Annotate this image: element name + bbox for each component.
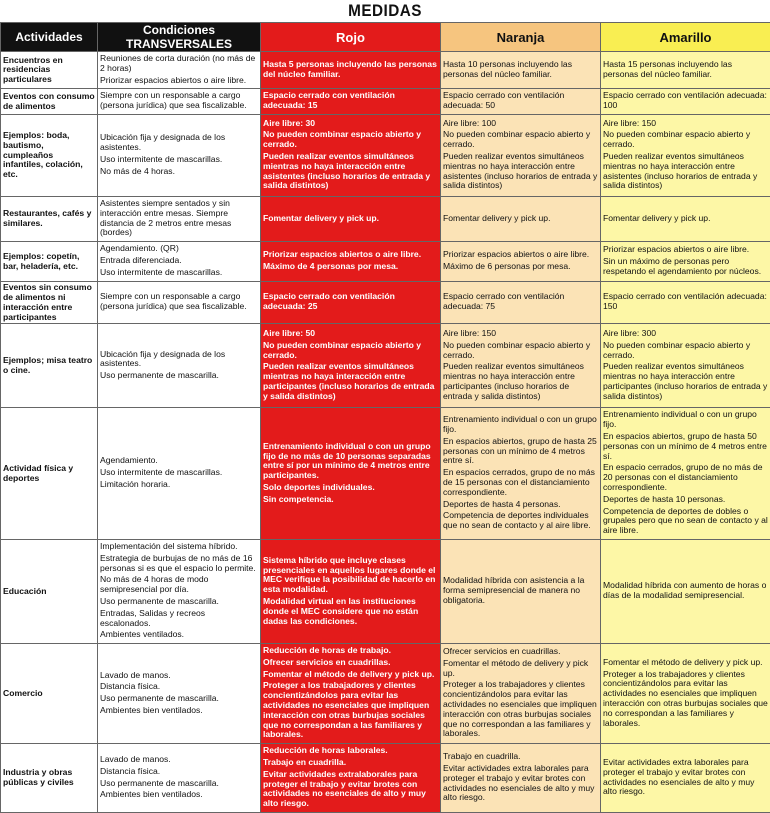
activity-cell: Ejemplos; misa teatro o cine. [1,324,98,408]
cell-line: Fomentar el método de delivery y pick up. [603,658,768,668]
rojo-cell [261,242,441,282]
header-rojo: Rojo [261,23,441,52]
table-row [1,408,770,540]
amarillo-cell [601,324,770,408]
cell-line: Espacio cerrado con ventilación adecuada: 75 [443,292,598,312]
cell-line: Fomentar delivery y pick up. [603,214,768,224]
amarillo-cell [601,744,770,813]
cell-line: Uso permanente de mascarilla. [100,597,258,607]
cell-line: Proteger a los trabajadores y clientes concientizándolos para evitar las actividades no esenciales que impliquen interacción con otras burbujas sociales que no correspondan a las familiares y laborales. [263,681,438,740]
cell-line: Agendamiento. [100,456,258,466]
cell-line: Espacio cerrado con ventilación adecuada: 25 [263,292,438,312]
cell-line: No pueden combinar espacio abierto y cerrado. [603,341,768,361]
rojo-cell [261,324,441,408]
conditions-cell [98,644,261,744]
conditions-cell [98,89,261,115]
cell-line: Evitar actividades extralaborales para proteger el trabajo y evitar brotes con actividades no esenciales de alto y muy alto riesgo. [263,770,438,809]
activity-cell: Encuentros en residencias particulares [1,52,98,89]
cell-line: Espacio cerrado con ventilación adecuada: 150 [603,292,768,312]
table-row [1,89,770,115]
cell-line: Ubicación fija y designada de los asistentes. [100,133,258,153]
cell-line: Priorizar espacios abiertos o aire libre. [443,250,598,260]
cell-line: Asistentes siempre sentados y sin interacción entre mesas. Siempre distancia de 2 metros entre mesas (bordes) [100,199,258,238]
amarillo-cell [601,114,770,196]
naranja-cell [441,644,601,744]
cell-line: Proteger a los trabajadores y clientes concientizándolos para evitar las actividades no esenciales que impliquen interacción con otras burbujas sociales que no correspondan a las familiares y laborales. [603,670,768,729]
cell-line: Pueden realizar eventos simultáneos mientras no haya interacción entre asistentes (incluso horarios de entrada y salida distintos) [443,152,598,191]
table-row [1,644,770,744]
cell-line: Implementación del sistema híbrido. [100,542,258,552]
rojo-cell [261,539,441,643]
cell-line: Ambientes ventilados. [100,630,258,640]
conditions-cell [98,408,261,540]
conditions-cell [98,196,261,241]
conditions-cell [98,324,261,408]
amarillo-cell [601,282,770,324]
naranja-cell [441,114,601,196]
cell-line: Priorizar espacios abiertos o aire libre. [263,250,438,260]
table-row [1,196,770,241]
cell-line: Evitar actividades extra laborales para proteger el trabajo y evitar brotes con actividades no esenciales de alto y muy alto riesgo. [603,758,768,797]
naranja-cell [441,196,601,241]
naranja-cell [441,282,601,324]
cell-line: Evitar actividades extra laborales para proteger el trabajo y evitar brotes con actividades no esenciales de alto y muy alto riesgo. [443,764,598,803]
conditions-cell [98,242,261,282]
cell-line: Uso intermitente de mascarillas. [100,268,258,278]
cell-line: Distancia física. [100,767,258,777]
cell-line: Pueden realizar eventos simultáneos mientras no haya interacción entre participantes (incluso horarios de entrada y salida distintos) [603,362,768,401]
cell-line: Espacio cerrado con ventilación adecuada: 15 [263,91,438,111]
cell-line: En espacios abiertos, grupo de hasta 50 personas con un mínimo de 4 metros entre sí. [603,432,768,461]
measures-table [0,22,770,813]
cell-line: Siempre con un responsable a cargo (persona jurídica) que sea fiscalizable. [100,91,258,111]
cell-line: Uso permanente de mascarilla. [100,371,258,381]
cell-line: Aire libre: 150 [603,119,768,129]
cell-line: Reuniones de corta duración (no más de 2 horas) [100,54,258,74]
header-naranja: Naranja [441,23,601,52]
cell-line: Pueden realizar eventos simultáneos mientras no haya interacción entre asistentes (incluso horarios de entrada y salida distintos) [603,152,768,191]
cell-line: Priorizar espacios abiertos o aire libre. [603,245,768,255]
amarillo-cell [601,89,770,115]
page-title: MEDIDAS [39,0,732,22]
amarillo-cell [601,539,770,643]
rojo-cell [261,282,441,324]
amarillo-cell [601,52,770,89]
cell-line: Pueden realizar eventos simultáneos mientras no haya interacción entre participantes (incluso horarios de entrada y salida distintos) [443,362,598,401]
cell-line: Uso permanente de mascarilla. [100,779,258,789]
cell-line: Sin un máximo de personas pero respetando el agendamiento por núcleos. [603,257,768,277]
amarillo-cell [601,196,770,241]
cell-line: Uso permanente de mascarilla. [100,694,258,704]
conditions-cell [98,114,261,196]
cell-line: Trabajo en cuadrilla. [263,758,438,768]
cell-line: Sistema híbrido que incluye clases presenciales en aquellos lugares donde el MEC verifique la posibilidad de hacerlo en esta modalidad. [263,556,438,595]
cell-line: Entrenamiento individual o con un grupo fijo. [603,410,768,430]
table-header-row [1,23,770,52]
naranja-cell [441,539,601,643]
activity-cell: Ejemplos: copetín, bar, heladería, etc. [1,242,98,282]
cell-line: Uso intermitente de mascarillas. [100,155,258,165]
naranja-cell [441,89,601,115]
rojo-cell [261,408,441,540]
cell-line: No más de 4 horas de modo semipresencial por día. [100,575,258,595]
cell-line: Aire libre: 30 [263,119,438,129]
cell-line: Ofrecer servicios en cuadrillas. [443,647,598,657]
cell-line: Modalidad híbrida con aumento de horas o días de la modalidad semipresencial. [603,581,768,601]
cell-line: Aire libre: 150 [443,329,598,339]
rojo-cell [261,52,441,89]
cell-line: En espacios abiertos, grupo de hasta 25 personas con un mínimo de 4 metros entre sí. [443,437,598,466]
cell-line: No más de 4 horas. [100,167,258,177]
cell-line: Deportes de hasta 10 personas. [603,495,768,505]
naranja-cell [441,744,601,813]
cell-line: No pueden combinar espacio abierto y cerrado. [263,130,438,150]
cell-line: Ubicación fija y designada de los asistentes. [100,350,258,370]
cell-line: Aire libre: 300 [603,329,768,339]
conditions-cell [98,52,261,89]
cell-line: Modalidad virtual en las instituciones donde el MEC considere que no están dadas las condiciones. [263,597,438,626]
cell-line: Espacio cerrado con ventilación adecuada: 100 [603,91,768,111]
cell-line: Fomentar delivery y pick up. [263,214,438,224]
table-row [1,114,770,196]
cell-line: Máximo de 6 personas por mesa. [443,262,598,272]
cell-line: En espacio cerrados, grupo de no más de 20 personas con el distanciamiento correspondiente. [603,463,768,492]
cell-line: En espacios cerrados, grupo de no más de 15 personas con el distanciamiento correspondiente. [443,468,598,497]
rojo-cell [261,196,441,241]
naranja-cell [441,324,601,408]
cell-line: Proteger a los trabajadores y clientes concientizándolos para evitar las actividades no esenciales que impliquen interacción con otras burbujas sociales que no correspondan a las familiares y laborales. [443,680,598,739]
cell-line: Ofrecer servicios en cuadrillas. [263,658,438,668]
activity-cell: Actividad física y deportes [1,408,98,540]
header-condiciones: Condiciones TRANSVERSALES [98,23,261,52]
conditions-cell [98,282,261,324]
activity-cell: Eventos sin consumo de alimentos ni interacción entre participantes [1,282,98,324]
amarillo-cell [601,242,770,282]
header-actividades: Actividades [1,23,98,52]
cell-line: Competencia de deportes individuales que no sean de contacto y al aire libre. [443,511,598,531]
table-row [1,539,770,643]
naranja-cell [441,408,601,540]
cell-line: Entrada diferenciada. [100,256,258,266]
cell-line: Fomentar el método de delivery y pick up. [263,670,438,680]
cell-line: Hasta 5 personas incluyendo las personas del núcleo familiar. [263,60,438,80]
cell-line: Modalidad híbrida con asistencia a la forma semipresencial de manera no obligatoria. [443,576,598,605]
table-row [1,744,770,813]
cell-line: Entrenamiento individual o con un grupo fijo. [443,415,598,435]
cell-line: Solo deportes individuales. [263,483,438,493]
naranja-cell [441,242,601,282]
cell-line: Entradas, Salidas y recreos escalonados. [100,609,258,629]
cell-line: Hasta 10 personas incluyendo las personas del núcleo familiar. [443,60,598,80]
rojo-cell [261,114,441,196]
rojo-cell [261,89,441,115]
cell-line: Máximo de 4 personas por mesa. [263,262,438,272]
activity-cell: Eventos con consumo de alimentos [1,89,98,115]
naranja-cell [441,52,601,89]
table-row [1,282,770,324]
cell-line: Distancia física. [100,682,258,692]
cell-line: Uso intermitente de mascarillas. [100,468,258,478]
conditions-cell [98,539,261,643]
cell-line: Competencia de deportes de dobles o grupales pero que no sean de contacto y al aire libre. [603,507,768,536]
cell-line: Lavado de manos. [100,755,258,765]
cell-line: Hasta 15 personas incluyendo las personas del núcleo familiar. [603,60,768,80]
cell-line: Lavado de manos. [100,671,258,681]
cell-line: Estrategia de burbujas de no más de 16 personas si es que el espacio lo permite. [100,554,258,574]
cell-line: Aire libre: 50 [263,329,438,339]
cell-line: Ambientes bien ventilados. [100,706,258,716]
rojo-cell [261,644,441,744]
header-amarillo: Amarillo [601,23,770,52]
rojo-cell [261,744,441,813]
cell-line: Pueden realizar eventos simultáneos mientras no haya interacción entre asistentes (incluso horarios de entrada y salida distintos) [263,152,438,191]
table-row [1,324,770,408]
activity-cell: Educación [1,539,98,643]
amarillo-cell [601,408,770,540]
cell-line: No pueden combinar espacio abierto y cerrado. [443,341,598,361]
cell-line: Espacio cerrado con ventilación adecuada: 50 [443,91,598,111]
cell-line: Trabajo en cuadrilla. [443,752,598,762]
cell-line: Fomentar el método de delivery y pick up. [443,659,598,679]
cell-line: Pueden realizar eventos simultáneos mientras no haya interacción entre participantes (incluso horarios de entrada y salida distintos) [263,362,438,401]
cell-line: Limitación horaria. [100,480,258,490]
cell-line: Entrenamiento individual o con un grupo fijo de no más de 10 personas separadas entre sí por un mínimo de 4 metros entre participantes. [263,442,438,481]
cell-line: Ambientes bien ventilados. [100,790,258,800]
cell-line: No pueden combinar espacio abierto y cerrado. [603,130,768,150]
cell-line: No pueden combinar espacio abierto y cerrado. [263,341,438,361]
cell-line: Reducción de horas laborales. [263,746,438,756]
cell-line: Agendamiento. (QR) [100,244,258,254]
table-row [1,52,770,89]
cell-line: Fomentar delivery y pick up. [443,214,598,224]
activity-cell: Comercio [1,644,98,744]
activity-cell: Restaurantes, cafés y similares. [1,196,98,241]
activity-cell: Ejemplos: boda, bautismo, cumpleaños infantiles, colación, etc. [1,114,98,196]
cell-line: No pueden combinar espacio abierto y cerrado. [443,130,598,150]
amarillo-cell [601,644,770,744]
cell-line: Reducción de horas de trabajo. [263,646,438,656]
cell-line: Siempre con un responsable a cargo (persona jurídica) que sea fiscalizable. [100,292,258,312]
cell-line: Aire libre: 100 [443,119,598,129]
table-row [1,242,770,282]
cell-line: Priorizar espacios abiertos o aire libre. [100,76,258,86]
cell-line: Sin competencia. [263,495,438,505]
activity-cell: Industria y obras públicas y civiles [1,744,98,813]
table-body [1,52,770,813]
cell-line: Deportes de hasta 4 personas. [443,500,598,510]
conditions-cell [98,744,261,813]
